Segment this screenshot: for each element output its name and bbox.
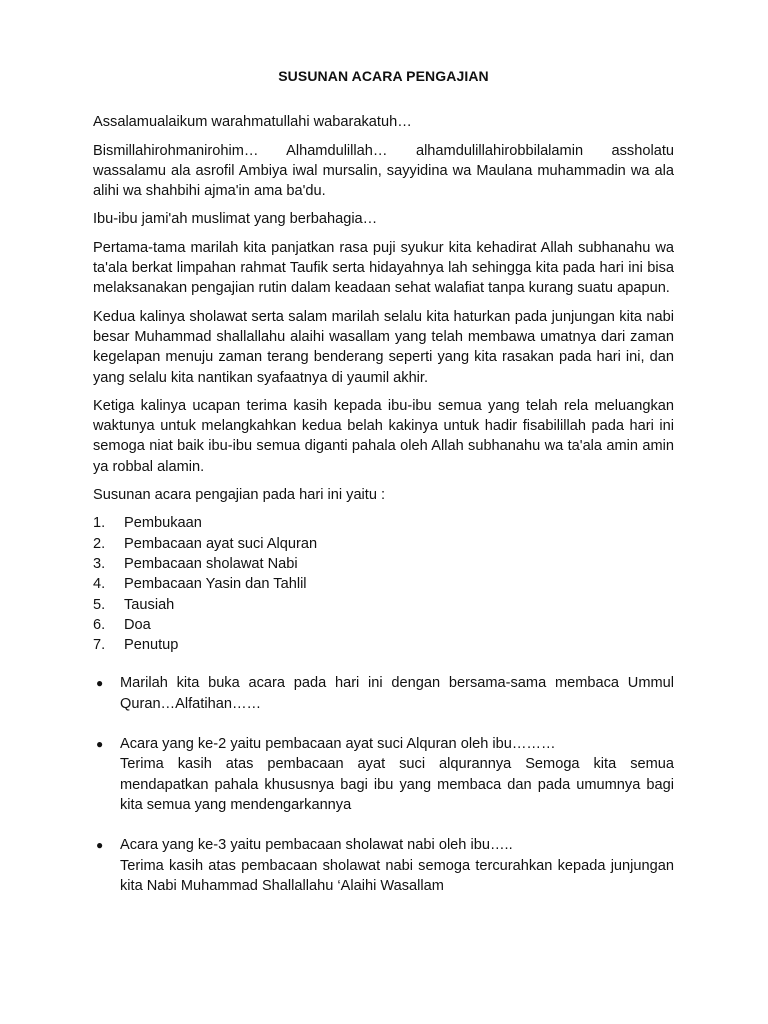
document-page	[93, 66, 674, 916]
program-bullet-list	[93, 673, 674, 896]
agenda-item	[93, 615, 674, 635]
agenda-item-label: Penutup	[124, 637, 179, 654]
bullet-text	[120, 673, 674, 714]
bullet-icon: ●	[96, 676, 104, 691]
bullet-text	[120, 835, 674, 896]
sholawat-paragraph: Kedua kalinya sholawat serta salam marilah selalu kita haturkan pada junjungan kita nabi besar Muhammad shallallahu alaihi wasallam yang telah membawa umatnya dari zaman kegelapan menuju zaman terang benderang seperti yang kita rasakan pada hari ini, dan yang selalu kita nantikan syafaatnya di yaumil akhir.	[93, 308, 674, 386]
agenda-item-number: 1.	[93, 515, 106, 532]
opening-prayer-paragraph: Bismillahirohmanirohim… Alhamdulillah… alhamdulillahirobbilalamin assholatu wassalamu ala asrofil Ambiya iwal mursalin, sayyidina wa Maulana muhammadin wa ala alihi wa shahbihi ajma'in ama ba'du.	[93, 142, 674, 200]
agenda-item-label: Doa	[124, 616, 151, 633]
agenda-item-number: 5.	[93, 596, 106, 613]
agenda-item-label: Pembacaan Yasin dan Tahlil	[124, 576, 307, 593]
bullet-icon: ●	[96, 838, 104, 853]
agenda-item-number: 6.	[93, 616, 106, 633]
bullet-line: Acara yang ke-3 yaitu pembacaan sholawat nabi oleh ibu…..	[120, 837, 513, 854]
agenda-item-number: 2.	[93, 535, 106, 552]
agenda-item	[93, 574, 674, 594]
agenda-item-number: 3.	[93, 555, 106, 572]
agenda-intro-paragraph: Susunan acara pengajian pada hari ini yaitu :	[93, 487, 386, 504]
agenda-item-label: Pembacaan sholawat Nabi	[124, 555, 298, 572]
agenda-list	[93, 513, 674, 655]
agenda-item-number: 7.	[93, 637, 106, 654]
audience-address-paragraph: Ibu-ibu jami'ah muslimat yang berbahagia…	[93, 211, 378, 228]
bullet-line: Acara yang ke-2 yaitu pembacaan ayat suci Alquran oleh ibu………	[120, 736, 556, 753]
bullet-line: Marilah kita buka acara pada hari ini dengan bersama-sama membaca Ummul Quran…Alfatihan……	[120, 675, 674, 712]
bullet-item	[93, 673, 674, 714]
document-title: SUSUNAN ACARA PENGAJIAN	[278, 68, 489, 84]
agenda-item	[93, 513, 674, 533]
bullet-text	[120, 734, 674, 815]
gratitude-paragraph: Pertama-tama marilah kita panjatkan rasa puji syukur kita kehadirat Allah subhanahu wa ta'ala berkat limpahan rahmat Taufik serta hidayahnya lah sehingga kita pada hari ini bisa melaksanakan pengajian rutin dalam keadaan sehat walafiat tanpa kurang suatu apapun.	[93, 239, 674, 297]
agenda-item-label: Pembukaan	[124, 515, 202, 532]
bullet-line: Terima kasih atas pembacaan ayat suci alqurannya Semoga kita semua mendapatkan pahala khususnya bagi ibu yang membaca dan pada umumnya bagi kita semua yang mendengarkannya	[120, 756, 674, 813]
thanks-paragraph: Ketiga kalinya ucapan terima kasih kepada ibu-ibu semua yang telah rela meluangkan waktunya untuk melangkahkan kedua belah kakinya untuk hadir fisabilillah pada hari ini semoga niat baik ibu-ibu semua diganti pahala oleh Allah subhanahu wa ta'ala amin amin ya robbal alamin.	[93, 397, 674, 475]
bullet-icon: ●	[96, 737, 104, 752]
agenda-item-number: 4.	[93, 576, 106, 593]
agenda-item	[93, 554, 674, 574]
agenda-item	[93, 635, 674, 655]
bullet-item	[93, 734, 674, 815]
agenda-item-label: Pembacaan ayat suci Alquran	[124, 535, 318, 552]
bullet-line: Terima kasih atas pembacaan sholawat nabi semoga tercurahkan kepada junjungan kita Nabi Muhammad Shallallahu ‘Alaihi Wasallam	[120, 857, 674, 894]
agenda-item	[93, 534, 674, 554]
agenda-item	[93, 595, 674, 615]
agenda-item-label: Tausiah	[124, 596, 175, 613]
greeting-paragraph: Assalamualaikum warahmatullahi wabarakatuh…	[93, 114, 412, 131]
bullet-item	[93, 835, 674, 896]
